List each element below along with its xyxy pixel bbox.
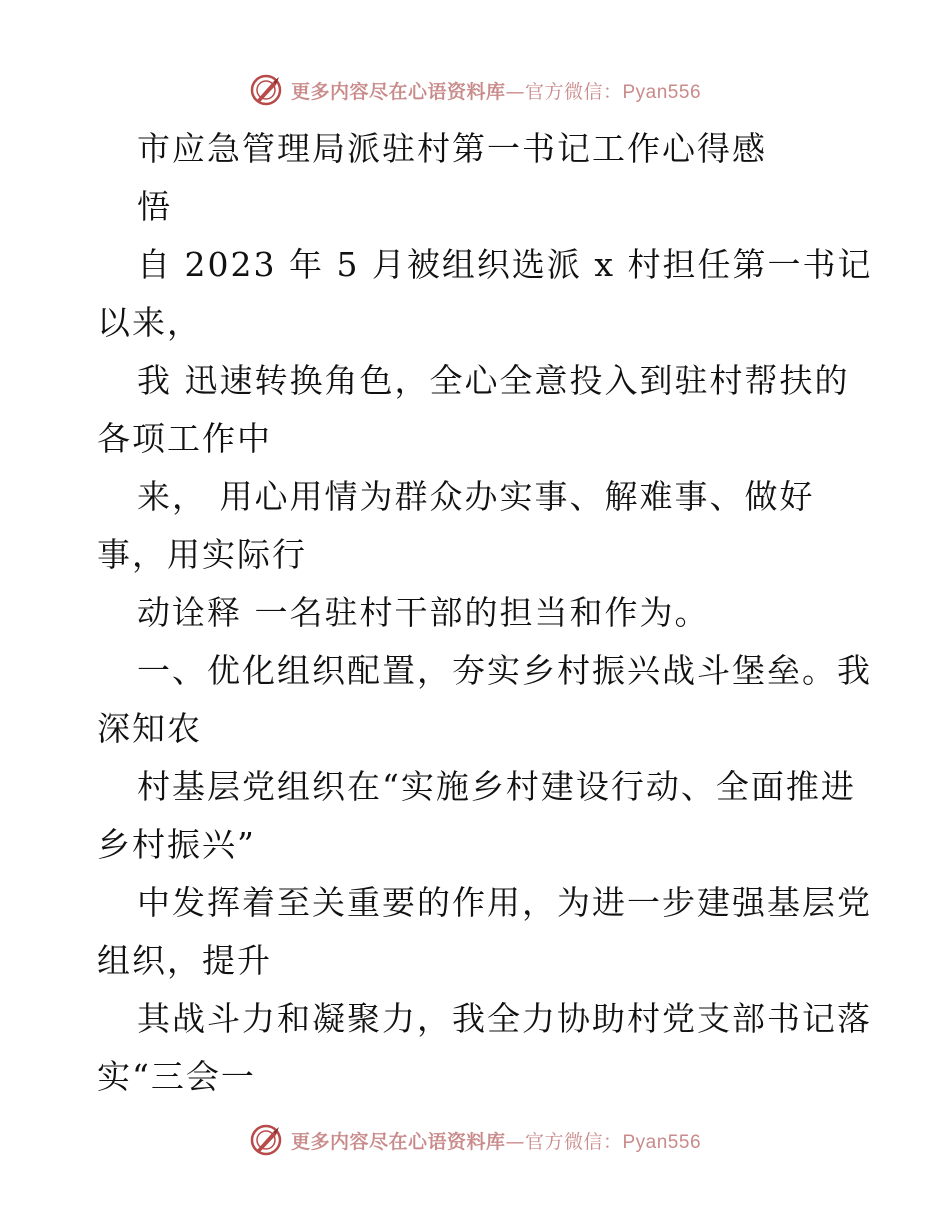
doc-line: 深知农: [97, 709, 202, 748]
doc-line: 来， 用心用情为群众办实事、解难事、做好: [137, 477, 815, 516]
doc-line: 组织，提升: [97, 941, 272, 980]
doc-line: 动诠释 一名驻村干部的担当和作为。: [137, 593, 710, 632]
quill-seal-icon: [249, 73, 283, 107]
watermark-wechat-id: Pyan556: [622, 81, 702, 103]
watermark-wechat-label: 官方微信：: [524, 80, 623, 103]
doc-line: 悟: [137, 187, 172, 226]
watermark-separator: —: [505, 1130, 525, 1153]
doc-line: 乡村振兴”: [97, 825, 256, 864]
doc-line: 我 迅速转换角色，全心全意投入到驻村帮扶的: [137, 361, 850, 400]
watermark-wechat-id: Pyan556: [622, 1131, 702, 1153]
quill-seal-icon: [249, 1123, 283, 1157]
watermark-separator: —: [505, 80, 525, 103]
watermark-wechat-label: 官方微信：: [524, 1130, 623, 1153]
doc-line: 村基层党组织在“实施乡村建设行动、全面推进: [137, 767, 856, 806]
watermark-main-text: 更多内容尽在心语资料库: [290, 80, 506, 103]
doc-line: 其战斗力和凝聚力，我全力协助村党支部书记落: [137, 999, 872, 1038]
doc-line: 各项工作中: [97, 419, 272, 458]
document-body: [0, 120, 950, 1120]
header-watermark: [0, 70, 950, 110]
doc-line: 实“三会一: [97, 1057, 256, 1096]
doc-line: 市应急管理局派驻村第一书记工作心得感: [137, 129, 767, 168]
watermark-main-text: 更多内容尽在心语资料库: [290, 1130, 506, 1153]
doc-line: 以来，: [97, 303, 202, 342]
doc-line: 中发挥着至关重要的作用，为进一步建强基层党: [137, 883, 872, 922]
doc-line: 事，用实际行: [97, 535, 307, 574]
doc-line: 一、优化组织配置，夯实乡村振兴战斗堡垒。我: [137, 651, 872, 690]
footer-watermark: [0, 1120, 950, 1160]
doc-line: 自 2023 年 5 月被组织选派 x 村担任第一书记: [137, 245, 873, 284]
